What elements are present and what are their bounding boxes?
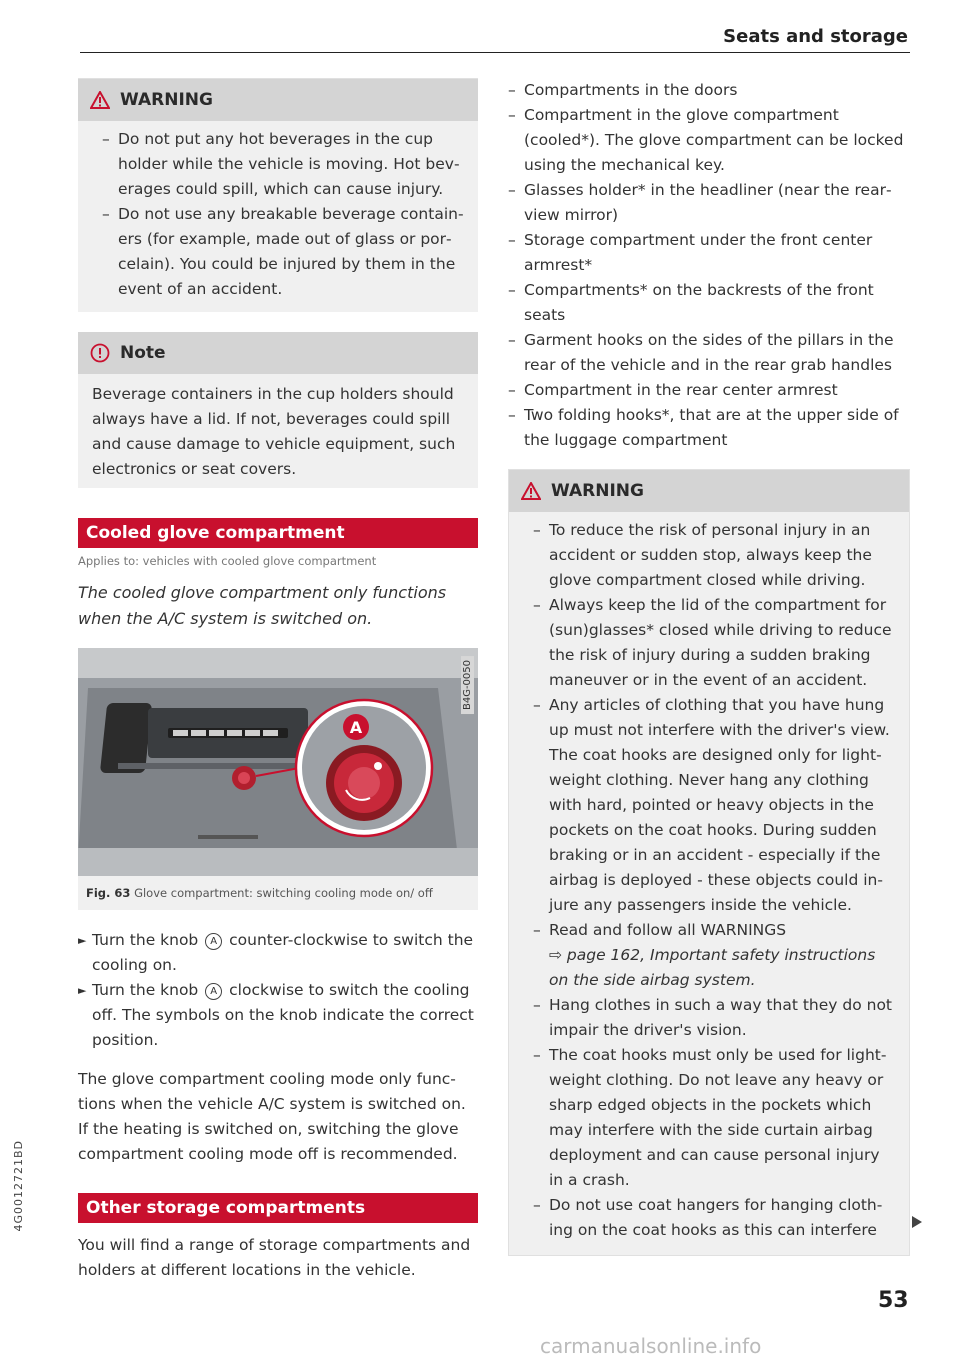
watermark: carmanualsonline.info [540, 1334, 762, 1358]
list-item: – Compartment in the glove compartment (cooled*). The glove compartment can be locked using the mechanical key. [508, 103, 910, 178]
list-item: – Compartment in the rear center armrest [508, 378, 910, 403]
page-reference-link[interactable]: ⇨ page 162, Important safety instructions on the side airbag system. [549, 946, 876, 989]
figure-code: B4G-0050 [461, 656, 474, 714]
list-item: – Any articles of clothing that you have hung up must not interfere with the driver's view. The coat hooks are designed only for lightweight clothing. Never hang any clothing with hard, pointed or heavy objects in the pockets on the coat hooks. During sudden braking or in an accident - especially if the airbag is deployed - these objects could injure any passengers inside the vehicle. [523, 693, 895, 918]
warning-triangle-icon [521, 482, 541, 500]
figure-label-a: A [349, 718, 363, 737]
storage-list [508, 78, 910, 453]
list-item: – Compartments in the doors [508, 78, 910, 103]
page-number: 53 [878, 1288, 909, 1313]
figure-caption [78, 876, 478, 910]
knob-a-marker: A [205, 933, 222, 950]
warning-title: WARNING [551, 481, 644, 501]
note-text: Beverage containers in the cup holders should always have a lid. If not, beverages could spill and cause damage to vehicle equipment, such electronics or seat covers. [92, 385, 456, 478]
list-item: – Garment hooks on the sides of the pillars in the rear of the vehicle and in the rear grab handles [508, 328, 910, 378]
step-text-post: counter-clockwise to switch the cooling on. [92, 931, 474, 974]
page-header [80, 26, 910, 53]
caption-number: Fig. 63 [86, 886, 131, 900]
applies-to-text: Applies to: vehicles with cooled glove compartment [78, 554, 377, 568]
step-item [78, 978, 478, 1053]
read-warnings-text: Read and follow all WARNINGS [549, 921, 787, 939]
list-item: – Compartments* on the backrests of the front seats [508, 278, 910, 328]
note-title: Note [120, 343, 166, 363]
list-item: – Glasses holder* in the headliner (near the rearview mirror) [508, 178, 910, 228]
warning-title: WARNING [120, 90, 213, 110]
warning-header [78, 79, 478, 121]
warning-list [523, 518, 895, 1243]
list-item [523, 918, 895, 993]
list-item: – Do not put any hot beverages in the cup holder while the vehicle is moving. Hot beverages could spill, which can cause injury. [92, 127, 464, 202]
section-title: Seats and storage [723, 26, 908, 47]
cooling-paragraph: The glove compartment cooling mode only functions when the vehicle A/C system is switched on. If the heating is switched on, switching the glove compartment cooling mode off is recommended. [78, 1070, 466, 1163]
figure-glove-compartment [78, 648, 478, 876]
step-text-pre: Turn the knob [92, 981, 199, 999]
document-code: 4G0012721BD [12, 1140, 25, 1232]
other-storage-text: You will find a range of storage compartments and holders at different locations in the vehicle. [78, 1236, 471, 1279]
intro-text: The cooled glove compartment only functions when the A/C system is switched on. [78, 583, 447, 628]
glove-compartment-illustration [78, 648, 478, 876]
right-column [508, 78, 910, 1256]
list-item: – Storage compartment under the front center armrest* [508, 228, 910, 278]
note-box [78, 332, 478, 488]
knob-a-marker: A [205, 983, 222, 1000]
step-text-post: clockwise to switch the cooling off. The symbols on the knob indicate the correct position. [92, 981, 474, 1049]
step-item [78, 928, 478, 978]
note-header [78, 332, 478, 374]
warning-header [509, 470, 909, 512]
list-item: – Do not use coat hangers for hanging clothing on the coat hooks as this can interfere [523, 1193, 895, 1243]
caption-text: Glove compartment: switching cooling mode on/ off [134, 886, 433, 900]
list-item: – Two folding hooks*, that are at the upper side of the luggage compartment [508, 403, 910, 453]
list-item: – To reduce the risk of personal injury in an accident or sudden stop, always keep the glove compartment closed while driving. [523, 518, 895, 593]
list-item: – Hang clothes in such a way that they do not impair the driver's vision. [523, 993, 895, 1043]
warning-triangle-icon [90, 91, 110, 109]
step-text-pre: Turn the knob [92, 931, 199, 949]
left-column [78, 78, 478, 1283]
warning-list [92, 127, 464, 302]
heading-cooled-glove-compartment: Cooled glove compartment [78, 518, 478, 548]
heading-other-storage: Other storage compartments [78, 1193, 478, 1223]
list-item: – Do not use any breakable beverage containers (for example, made out of glass or porcelain). You could be injured by them in the event of an accident. [92, 202, 464, 302]
list-item: – Always keep the lid of the compartment for (sun)glasses* closed while driving to reduce the risk of injury during a sudden braking maneuver or in the event of an accident. [523, 593, 895, 693]
list-item: – The coat hooks must only be used for lightweight clothing. Do not leave any heavy or sharp edged objects in the pockets which may interfere with the side curtain airbag deployment and can cause personal injury in a crash. [523, 1043, 895, 1193]
warning-box-storage [508, 469, 910, 1256]
warning-box-hot-beverages [78, 78, 478, 312]
info-circle-icon [90, 343, 110, 363]
continue-arrow-icon [912, 1216, 922, 1228]
steps [78, 928, 478, 1053]
